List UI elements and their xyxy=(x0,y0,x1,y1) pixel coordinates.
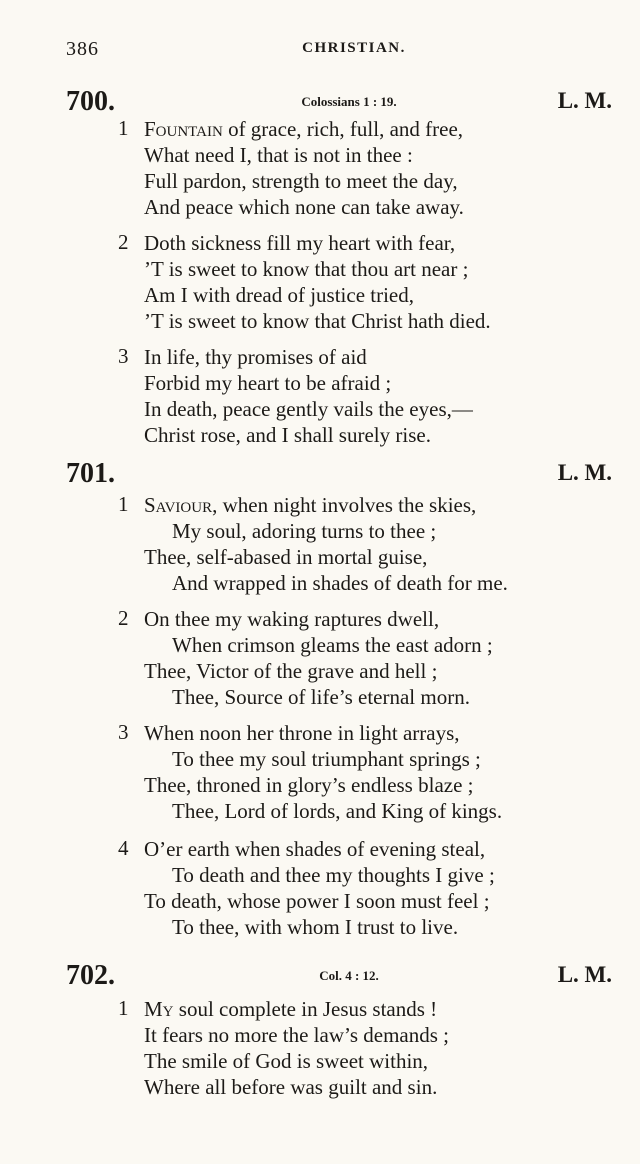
hymn-number: 701. xyxy=(66,458,115,489)
verse-line xyxy=(144,116,463,142)
page-number: 386 xyxy=(66,38,99,60)
line-text: , when night involves the skies, xyxy=(212,493,477,517)
verse-line: Thee, Lord of lords, and King of kings. xyxy=(172,799,503,823)
verse-line: My soul, adoring turns to thee ; xyxy=(172,519,437,543)
stanza-number: 3 xyxy=(118,720,129,744)
section-title: CHRISTIAN. xyxy=(302,40,406,56)
verse-line: In life, thy promises of aid xyxy=(144,345,367,369)
line-text: of grace, rich, full, and free, xyxy=(222,117,464,141)
verse-line: To thee my soul triumphant springs ; xyxy=(172,747,481,771)
verse-line: In death, peace gently vails the eyes,— xyxy=(144,397,473,421)
verse-line: Forbid my heart to be afraid ; xyxy=(144,371,392,395)
verse-line: When crimson gleams the east adorn ; xyxy=(172,633,493,657)
hymn-meter: L. M. xyxy=(557,460,612,485)
verse-line: Full pardon, strength to meet the day, xyxy=(144,169,458,193)
verse-line: ’T is sweet to know that Christ hath died. xyxy=(144,309,491,333)
verse-line xyxy=(144,492,476,518)
verse-line: Thee, Source of life’s eternal morn. xyxy=(172,685,470,709)
verse-line: To death, whose power I soon must feel ; xyxy=(144,889,490,913)
verse-line: ’T is sweet to know that thou art near ; xyxy=(144,257,469,281)
verse-line: Christ rose, and I shall surely rise. xyxy=(144,423,431,447)
verse-line: Am I with dread of justice tried, xyxy=(144,283,415,307)
verse-line: Thee, self-abased in mortal guise, xyxy=(144,545,428,569)
first-word: My xyxy=(144,997,174,1021)
running-head xyxy=(66,38,612,62)
line-text: soul complete in Jesus stands ! xyxy=(173,997,438,1021)
stanza-number: 4 xyxy=(118,836,129,860)
verse-line xyxy=(144,996,437,1022)
verse-line: Where all before was guilt and sin. xyxy=(144,1075,438,1099)
verse-line: When noon her throne in light arrays, xyxy=(144,721,460,745)
scripture-reference: Col. 4 : 12. xyxy=(319,968,379,983)
hymn-number: 700. xyxy=(66,86,115,117)
verse-line: And peace which none can take away. xyxy=(144,195,464,219)
hymn-header xyxy=(66,86,612,116)
scripture-reference: Colossians 1 : 19. xyxy=(301,94,397,109)
first-word: Fountain xyxy=(144,117,223,141)
verse-line: On thee my waking raptures dwell, xyxy=(144,607,440,631)
hymn-header xyxy=(66,960,612,990)
first-word: Saviour xyxy=(144,493,213,517)
verse-line: And wrapped in shades of death for me. xyxy=(172,571,508,595)
verse-line: Doth sickness fill my heart with fear, xyxy=(144,231,456,255)
stanza-number: 1 xyxy=(118,492,129,516)
verse-line: To death and thee my thoughts I give ; xyxy=(172,863,495,887)
verse-line: Thee, Victor of the grave and hell ; xyxy=(144,659,438,683)
verse-line: To thee, with whom I trust to live. xyxy=(172,915,459,939)
verse-line: What need I, that is not in thee : xyxy=(144,143,413,167)
stanza-number: 2 xyxy=(118,230,129,254)
verse-line: The smile of God is sweet within, xyxy=(144,1049,429,1073)
hymn-number: 702. xyxy=(66,960,115,991)
verse-line: It fears no more the law’s demands ; xyxy=(144,1023,449,1047)
stanza-number: 1 xyxy=(118,116,129,140)
verse-line: Thee, throned in glory’s endless blaze ; xyxy=(144,773,474,797)
stanza-number: 2 xyxy=(118,606,129,630)
verse-line: O’er earth when shades of evening steal, xyxy=(144,837,486,861)
hymn-meter: L. M. xyxy=(557,962,612,987)
hymn-meter: L. M. xyxy=(557,88,612,113)
stanza-number: 1 xyxy=(118,996,129,1020)
hymn-header xyxy=(66,458,612,488)
stanza-number: 3 xyxy=(118,344,129,368)
